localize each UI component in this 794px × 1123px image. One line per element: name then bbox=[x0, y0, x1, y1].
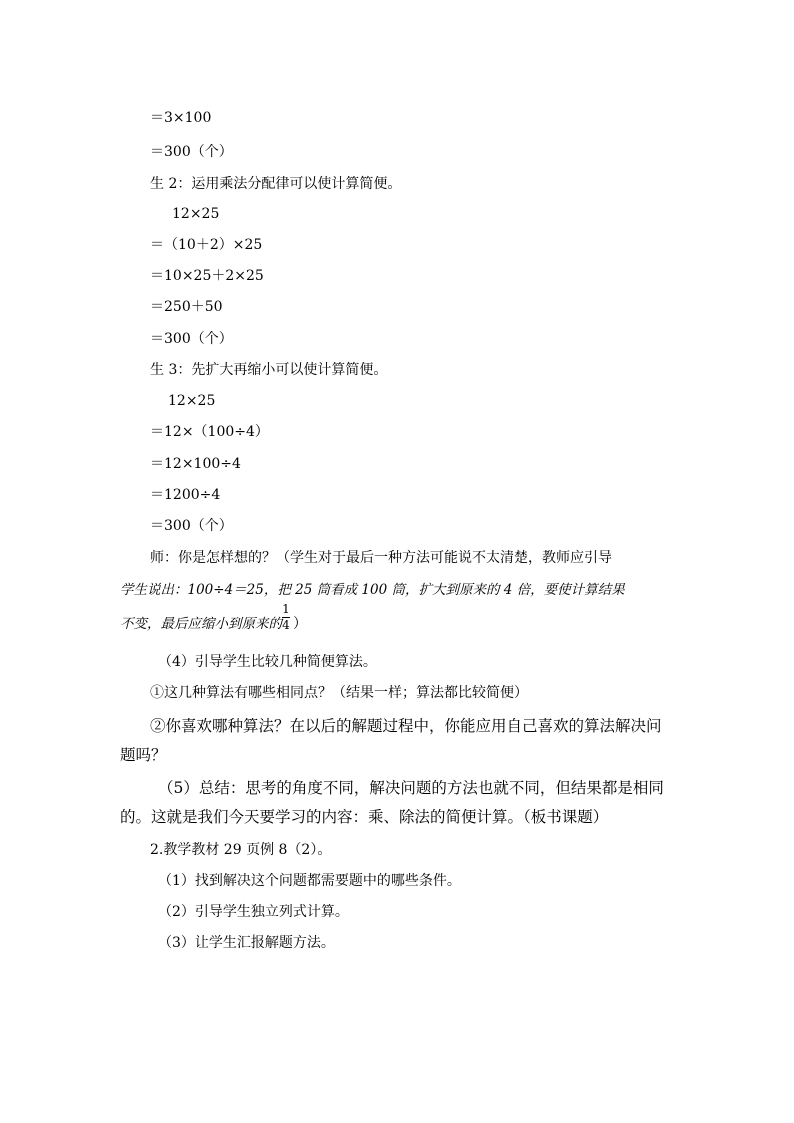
step-5-summary: （5）总结：思考的角度不同，解决问题的方法也就不同，但结果都是相同 bbox=[158, 779, 664, 797]
fraction-numerator: 1 bbox=[282, 602, 290, 616]
paragraph-line: 的。这就是我们今天要学习的内容：乘、除法的简便计算。（板书课题） bbox=[120, 808, 609, 826]
calc-line: ＝300（个） bbox=[150, 518, 233, 534]
calc-line: 12×25 bbox=[172, 206, 220, 222]
student-3-heading: 生 3：先扩大再缩小可以使计算简便。 bbox=[150, 362, 388, 378]
calc-line: 12×25 bbox=[168, 393, 216, 409]
step-line: （2）引导学生独立列式计算。 bbox=[158, 904, 349, 920]
calc-line: ＝300（个） bbox=[150, 331, 233, 347]
paragraph-line: ） bbox=[293, 616, 307, 632]
calc-line: ＝12×（100÷4） bbox=[150, 424, 269, 440]
paragraph-line: ①这几种算法有哪些相同点？（结果一样；算法都比较简便） bbox=[150, 685, 528, 701]
calc-line: ＝12×100÷4 bbox=[150, 456, 241, 472]
section-heading: 2.教学教材 29 页例 8（2）。 bbox=[150, 842, 332, 858]
step-line: （3）让学生汇报解题方法。 bbox=[158, 935, 335, 951]
calc-line: ＝3×100 bbox=[150, 110, 212, 126]
fraction-denominator: 4 bbox=[282, 618, 290, 632]
paragraph-line: ②你喜欢哪种算法？在以后的解题过程中，你能应用自己喜欢的算法解决问 bbox=[150, 717, 662, 735]
step-4-heading: （4）引导学生比较几种简便算法。 bbox=[158, 654, 377, 670]
paragraph-line: 不变，最后应缩小到原来的 bbox=[120, 616, 282, 632]
student-2-heading: 生 2：运用乘法分配律可以使计算简便。 bbox=[150, 176, 402, 192]
paragraph-line: 题吗？ bbox=[120, 746, 167, 764]
teacher-question: 师：你是怎样想的？（学生对于最后一种方法可能说不太清楚，教师应引导 bbox=[150, 550, 612, 566]
calc-line: ＝（10＋2）×25 bbox=[150, 237, 263, 253]
step-line: （1）找到解决这个问题都需要题中的哪些条件。 bbox=[158, 873, 461, 889]
fraction-one-quarter bbox=[282, 603, 290, 632]
calc-line: ＝250＋50 bbox=[150, 299, 223, 315]
calc-line: ＝10×25＋2×25 bbox=[150, 268, 264, 284]
calc-line: ＝1200÷4 bbox=[150, 487, 221, 503]
paragraph-line: 学生说出：100÷4＝25，把 25 筒看成 100 筒，扩大到原来的 4 倍，要使计算结果 bbox=[120, 582, 625, 598]
calc-line: ＝300（个） bbox=[150, 144, 233, 160]
